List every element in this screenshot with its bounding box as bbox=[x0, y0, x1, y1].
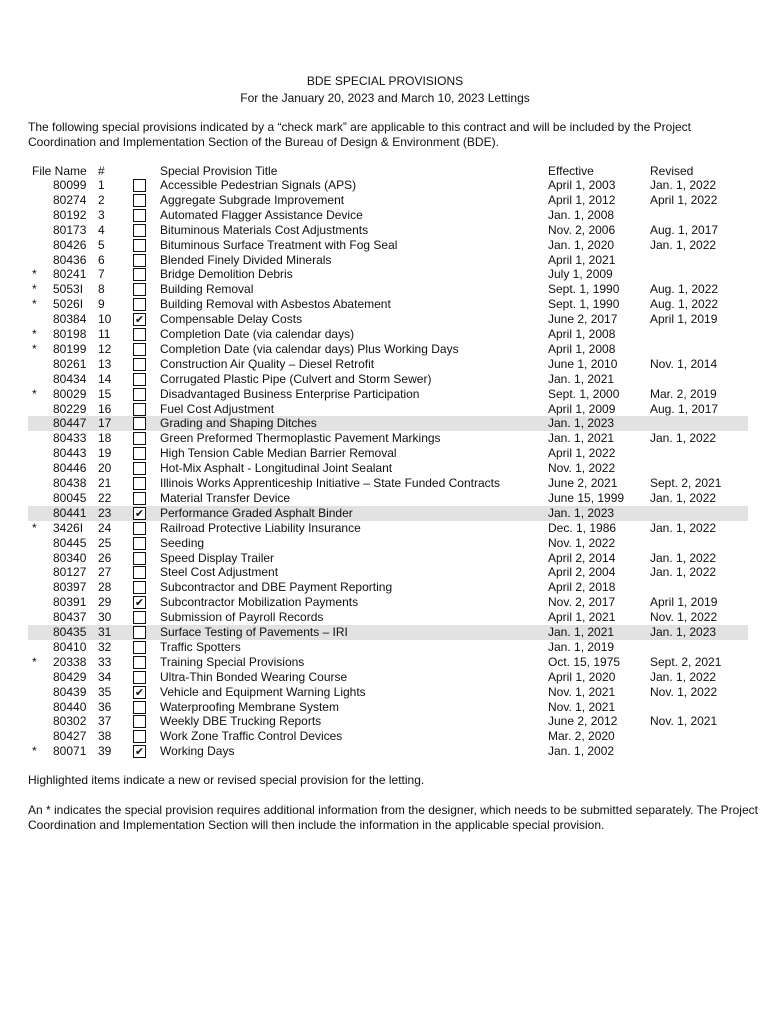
table-row bbox=[28, 208, 748, 223]
provision-title: Weekly DBE Trucking Reports bbox=[160, 714, 322, 729]
effective-date: Jan. 1, 2023 bbox=[548, 505, 615, 520]
row-number: 15 bbox=[98, 386, 112, 401]
provision-title: Accessible Pedestrian Signals (APS) bbox=[160, 178, 357, 192]
row-number: 8 bbox=[98, 282, 105, 297]
row-number: 21 bbox=[98, 476, 112, 490]
file-name: 80192 bbox=[53, 207, 87, 222]
table-row bbox=[28, 476, 748, 491]
table-row bbox=[28, 178, 748, 193]
provision-checkbox[interactable] bbox=[133, 254, 146, 267]
effective-date: Jan. 1, 2023 bbox=[548, 416, 615, 431]
provision-title: Training Special Provisions bbox=[160, 654, 305, 669]
effective-date: Jan. 1, 2020 bbox=[548, 237, 615, 252]
table-row bbox=[28, 670, 748, 685]
file-name: 80438 bbox=[53, 476, 87, 490]
header-title: Special Provision Title bbox=[160, 164, 278, 178]
row-number: 29 bbox=[98, 595, 112, 610]
provision-checkbox[interactable] bbox=[133, 403, 146, 416]
asterisk-marker: * bbox=[32, 654, 37, 669]
file-name: 80199 bbox=[53, 341, 87, 356]
provision-title: Submission of Payroll Records bbox=[160, 610, 324, 625]
table-row bbox=[28, 372, 748, 387]
provision-title: Railroad Protective Liability Insurance bbox=[160, 520, 361, 535]
effective-date: Jan. 1, 2021 bbox=[548, 371, 615, 386]
effective-date: Nov. 1, 2021 bbox=[548, 699, 616, 714]
row-number: 1 bbox=[98, 178, 105, 192]
revised-date: Aug. 1, 2017 bbox=[650, 222, 719, 237]
effective-date: Jan. 1, 2002 bbox=[548, 744, 615, 759]
provision-checkbox[interactable] bbox=[133, 671, 146, 684]
file-name: 5053I bbox=[53, 282, 84, 297]
row-number: 39 bbox=[98, 744, 112, 759]
row-number: 6 bbox=[98, 252, 105, 267]
provision-title: Fuel Cost Adjustment bbox=[160, 401, 275, 416]
provision-checkbox[interactable] bbox=[133, 581, 146, 594]
provision-title: Grading and Shaping Ditches bbox=[160, 416, 317, 431]
effective-date: April 1, 2022 bbox=[548, 446, 616, 461]
provision-title: Illinois Works Apprenticeship Initiative – State Funded Contracts bbox=[160, 476, 500, 490]
provision-checkbox[interactable] bbox=[133, 701, 146, 714]
provision-title: Performance Graded Asphalt Binder bbox=[160, 505, 353, 520]
row-number: 35 bbox=[98, 684, 112, 699]
header-file-name: File Name bbox=[32, 164, 87, 178]
provision-checkbox[interactable] bbox=[133, 552, 146, 565]
effective-date: April 2, 2018 bbox=[548, 580, 616, 595]
row-number: 27 bbox=[98, 565, 112, 580]
table-row bbox=[28, 327, 748, 342]
revised-date: Jan. 1, 2022 bbox=[650, 550, 717, 565]
provision-checkbox[interactable] bbox=[133, 313, 146, 326]
provision-checkbox[interactable] bbox=[133, 641, 146, 654]
provision-title: Building Removal with Asbestos Abatement bbox=[160, 297, 391, 312]
effective-date: Nov. 1, 2022 bbox=[548, 535, 616, 550]
file-name: 5026I bbox=[53, 297, 84, 312]
row-number: 19 bbox=[98, 446, 112, 461]
effective-date: June 1, 2010 bbox=[548, 356, 618, 371]
effective-date: Sept. 1, 1990 bbox=[548, 297, 620, 312]
effective-date: April 1, 2020 bbox=[548, 669, 616, 684]
row-number: 2 bbox=[98, 192, 105, 207]
row-number: 18 bbox=[98, 431, 112, 446]
provision-title: Waterproofing Membrane System bbox=[160, 699, 339, 714]
table-row bbox=[28, 580, 748, 595]
file-name: 80241 bbox=[53, 267, 87, 282]
table-row bbox=[28, 685, 748, 700]
checkmark-icon: ✔ bbox=[134, 596, 145, 610]
effective-date: April 1, 2008 bbox=[548, 341, 616, 356]
checkmark-icon: ✔ bbox=[134, 506, 145, 520]
table-row bbox=[28, 253, 748, 268]
provision-title: Hot-Mix Asphalt - Longitudinal Joint Sealant bbox=[160, 461, 393, 476]
row-number: 11 bbox=[98, 327, 111, 341]
row-number: 25 bbox=[98, 535, 112, 550]
provision-checkbox[interactable] bbox=[133, 507, 146, 520]
file-name: 80071 bbox=[53, 744, 87, 759]
table-row bbox=[28, 238, 748, 253]
row-number: 28 bbox=[98, 580, 112, 595]
table-row bbox=[28, 610, 748, 625]
revised-date: Jan. 1, 2023 bbox=[650, 625, 717, 639]
provision-checkbox[interactable] bbox=[133, 596, 146, 609]
row-number: 26 bbox=[98, 550, 112, 565]
effective-date: April 1, 2008 bbox=[548, 327, 616, 341]
file-name: 80397 bbox=[53, 580, 87, 595]
table-row bbox=[28, 446, 748, 461]
checkmark-icon: ✔ bbox=[134, 685, 145, 699]
provision-title: Speed Display Trailer bbox=[160, 550, 275, 565]
provision-checkbox[interactable] bbox=[133, 373, 146, 386]
provision-title: Material Transfer Device bbox=[160, 490, 291, 505]
revised-date: Nov. 1, 2014 bbox=[650, 356, 718, 371]
provision-checkbox[interactable] bbox=[133, 537, 146, 550]
provision-title: Traffic Spotters bbox=[160, 639, 241, 654]
table-row bbox=[28, 491, 748, 506]
file-name: 80099 bbox=[53, 178, 87, 192]
provision-checkbox[interactable] bbox=[133, 388, 146, 401]
table-row bbox=[28, 297, 748, 312]
file-name: 80433 bbox=[53, 431, 87, 446]
effective-date: Mar. 2, 2020 bbox=[548, 729, 615, 744]
revised-date: April 1, 2022 bbox=[650, 192, 718, 207]
header-number: # bbox=[98, 164, 105, 178]
provision-title: Bituminous Surface Treatment with Fog Seal bbox=[160, 237, 398, 252]
provision-title: Vehicle and Equipment Warning Lights bbox=[160, 684, 366, 699]
provision-title: Disadvantaged Business Enterprise Participation bbox=[160, 386, 420, 401]
revised-date: April 1, 2019 bbox=[650, 595, 718, 610]
table-row bbox=[28, 416, 748, 431]
provision-title: Completion Date (via calendar days) bbox=[160, 327, 355, 341]
file-name: 80440 bbox=[53, 699, 87, 714]
asterisk-marker: * bbox=[32, 744, 37, 759]
row-number: 37 bbox=[98, 714, 112, 729]
revised-date: Mar. 2, 2019 bbox=[650, 386, 717, 401]
table-row bbox=[28, 655, 748, 670]
effective-date: Jan. 1, 2008 bbox=[548, 207, 615, 222]
table-row bbox=[28, 625, 748, 640]
provision-title: High Tension Cable Median Barrier Removal bbox=[160, 446, 397, 461]
row-number: 30 bbox=[98, 610, 112, 625]
table-row bbox=[28, 431, 748, 446]
provision-checkbox[interactable] bbox=[133, 715, 146, 728]
table-row bbox=[28, 714, 748, 729]
checkmark-icon: ✔ bbox=[134, 745, 145, 759]
provision-title: Aggregate Subgrade Improvement bbox=[160, 192, 345, 207]
file-name: 80437 bbox=[53, 610, 87, 625]
file-name: 80447 bbox=[53, 416, 87, 431]
provision-title: Surface Testing of Pavements – IRI bbox=[160, 625, 348, 639]
file-name: 80173 bbox=[53, 222, 87, 237]
file-name: 80384 bbox=[53, 312, 87, 327]
checkmark-icon: ✔ bbox=[134, 313, 145, 327]
file-name: 80446 bbox=[53, 461, 87, 476]
effective-date: April 2, 2014 bbox=[548, 550, 616, 565]
provision-checkbox[interactable] bbox=[133, 224, 146, 237]
revised-date: Jan. 1, 2022 bbox=[650, 669, 717, 684]
row-number: 31 bbox=[98, 625, 112, 639]
provision-checkbox[interactable] bbox=[133, 358, 146, 371]
provision-title: Subcontractor and DBE Payment Reporting bbox=[160, 580, 393, 595]
table-row bbox=[28, 506, 748, 521]
file-name: 3426I bbox=[53, 520, 84, 535]
row-number: 14 bbox=[98, 371, 112, 386]
effective-date: June 2, 2021 bbox=[548, 476, 618, 490]
file-name: 80445 bbox=[53, 535, 87, 550]
file-name: 20338 bbox=[53, 654, 87, 669]
asterisk-note: An * indicates the special provision requires additional information from the designer, which needs to be submitted separately. The Project Coordination and Implementation Section will then include the information in the applicable special provision. bbox=[28, 803, 758, 832]
effective-date: Nov. 2, 2006 bbox=[548, 222, 616, 237]
revised-date: Nov. 1, 2021 bbox=[650, 714, 718, 729]
provision-checkbox[interactable] bbox=[133, 566, 146, 579]
table-row bbox=[28, 565, 748, 580]
asterisk-marker: * bbox=[32, 267, 37, 282]
provision-title: Building Removal bbox=[160, 282, 254, 297]
file-name: 80439 bbox=[53, 684, 87, 699]
table-row bbox=[28, 640, 748, 655]
row-number: 32 bbox=[98, 639, 112, 654]
provision-checkbox[interactable] bbox=[133, 179, 146, 192]
asterisk-marker: * bbox=[32, 282, 37, 297]
table-row bbox=[28, 595, 748, 610]
provision-checkbox[interactable] bbox=[133, 209, 146, 222]
document-title: BDE SPECIAL PROVISIONS bbox=[306, 74, 464, 88]
provision-checkbox[interactable] bbox=[133, 656, 146, 669]
table-row bbox=[28, 282, 748, 297]
asterisk-marker: * bbox=[32, 386, 37, 401]
file-name: 80302 bbox=[53, 714, 87, 729]
row-number: 20 bbox=[98, 461, 112, 476]
row-number: 10 bbox=[98, 312, 112, 327]
provision-title: Blended Finely Divided Minerals bbox=[160, 252, 332, 267]
provision-title: Construction Air Quality – Diesel Retrofit bbox=[160, 356, 375, 371]
row-number: 17 bbox=[98, 416, 112, 431]
provision-title: Work Zone Traffic Control Devices bbox=[160, 729, 343, 744]
effective-date: Oct. 15, 1975 bbox=[548, 654, 621, 669]
provision-checkbox[interactable] bbox=[133, 239, 146, 252]
table-row bbox=[28, 521, 748, 536]
revised-date: Jan. 1, 2022 bbox=[650, 520, 717, 535]
effective-date: April 1, 2012 bbox=[548, 192, 616, 207]
effective-date: April 1, 2009 bbox=[548, 401, 616, 416]
table-row bbox=[28, 700, 748, 715]
provision-checkbox[interactable] bbox=[133, 477, 146, 490]
effective-date: April 1, 2003 bbox=[548, 178, 616, 192]
highlight-note: Highlighted items indicate a new or revised special provision for the letting. bbox=[28, 773, 425, 787]
effective-date: June 2, 2017 bbox=[548, 312, 618, 327]
revised-date: Sept. 2, 2021 bbox=[650, 654, 722, 669]
table-row bbox=[28, 342, 748, 357]
effective-date: July 1, 2009 bbox=[548, 267, 613, 282]
table-row bbox=[28, 193, 748, 208]
file-name: 80127 bbox=[53, 565, 87, 580]
table-row bbox=[28, 357, 748, 372]
file-name: 80443 bbox=[53, 446, 87, 461]
table-row bbox=[28, 387, 748, 402]
file-name: 80198 bbox=[53, 327, 87, 341]
provision-checkbox[interactable] bbox=[133, 283, 146, 296]
effective-date: April 2, 2004 bbox=[548, 565, 616, 580]
revised-date: Sept. 2, 2021 bbox=[650, 476, 722, 490]
provision-title: Working Days bbox=[160, 744, 235, 759]
effective-date: Dec. 1, 1986 bbox=[548, 520, 617, 535]
row-number: 33 bbox=[98, 654, 112, 669]
row-number: 23 bbox=[98, 505, 112, 520]
asterisk-marker: * bbox=[32, 520, 37, 535]
table-row bbox=[28, 312, 748, 327]
row-number: 9 bbox=[98, 297, 105, 312]
file-name: 80340 bbox=[53, 550, 87, 565]
revised-date: Aug. 1, 2022 bbox=[650, 282, 719, 297]
row-number: 12 bbox=[98, 341, 112, 356]
revised-date: Jan. 1, 2022 bbox=[650, 178, 717, 192]
provision-title: Bituminous Materials Cost Adjustments bbox=[160, 222, 369, 237]
provision-checkbox[interactable] bbox=[133, 268, 146, 281]
file-name: 80274 bbox=[53, 192, 87, 207]
effective-date: Nov. 1, 2021 bbox=[548, 684, 616, 699]
effective-date: Nov. 1, 2022 bbox=[548, 461, 616, 476]
revised-date: Jan. 1, 2022 bbox=[650, 490, 717, 505]
revised-date: Aug. 1, 2017 bbox=[650, 401, 719, 416]
provision-title: Seeding bbox=[160, 535, 205, 550]
file-name: 80261 bbox=[53, 356, 87, 371]
provision-title: Ultra-Thin Bonded Wearing Course bbox=[160, 669, 348, 684]
provision-title: Subcontractor Mobilization Payments bbox=[160, 595, 359, 610]
file-name: 80441 bbox=[53, 505, 87, 520]
provision-checkbox[interactable] bbox=[133, 432, 146, 445]
provision-checkbox[interactable] bbox=[133, 447, 146, 460]
revised-date: Jan. 1, 2022 bbox=[650, 565, 717, 580]
provision-checkbox[interactable] bbox=[133, 686, 146, 699]
revised-date: April 1, 2019 bbox=[650, 312, 718, 327]
effective-date: April 1, 2021 bbox=[548, 252, 616, 267]
table-row bbox=[28, 729, 748, 744]
file-name: 80229 bbox=[53, 401, 87, 416]
file-name: 80429 bbox=[53, 669, 87, 684]
file-name: 80045 bbox=[53, 490, 87, 505]
effective-date: June 15, 1999 bbox=[548, 490, 625, 505]
provision-checkbox[interactable] bbox=[133, 626, 146, 639]
provision-title: Completion Date (via calendar days) Plus Working Days bbox=[160, 341, 459, 356]
provision-checkbox[interactable] bbox=[133, 730, 146, 743]
provision-checkbox[interactable] bbox=[133, 462, 146, 475]
provision-checkbox[interactable] bbox=[133, 522, 146, 535]
revised-date: Nov. 1, 2022 bbox=[650, 684, 718, 699]
provision-title: Automated Flagger Assistance Device bbox=[160, 207, 363, 222]
row-number: 4 bbox=[98, 222, 105, 237]
row-number: 22 bbox=[98, 490, 112, 505]
effective-date: Sept. 1, 2000 bbox=[548, 386, 620, 401]
file-name: 80410 bbox=[53, 639, 87, 654]
provision-title: Compensable Delay Costs bbox=[160, 312, 303, 327]
table-row bbox=[28, 551, 748, 566]
row-number: 34 bbox=[98, 669, 112, 684]
asterisk-marker: * bbox=[32, 341, 37, 356]
effective-date: Nov. 2, 2017 bbox=[548, 595, 616, 610]
effective-date: Jan. 1, 2019 bbox=[548, 639, 615, 654]
revised-date: Nov. 1, 2022 bbox=[650, 610, 718, 625]
table-row bbox=[28, 402, 748, 417]
provision-title: Steel Cost Adjustment bbox=[160, 565, 279, 580]
document-subtitle: For the January 20, 2023 and March 10, 2023 Lettings bbox=[240, 91, 530, 105]
table-row bbox=[28, 536, 748, 551]
effective-date: Jan. 1, 2021 bbox=[548, 625, 615, 639]
asterisk-marker: * bbox=[32, 297, 37, 312]
row-number: 3 bbox=[98, 207, 105, 222]
provision-checkbox[interactable] bbox=[133, 417, 146, 430]
provision-checkbox[interactable] bbox=[133, 745, 146, 758]
row-number: 38 bbox=[98, 729, 112, 744]
file-name: 80426 bbox=[53, 237, 87, 252]
row-number: 5 bbox=[98, 237, 105, 252]
provision-title: Bridge Demolition Debris bbox=[160, 267, 293, 282]
effective-date: April 1, 2021 bbox=[548, 610, 616, 625]
header-revised: Revised bbox=[650, 164, 694, 178]
row-number: 36 bbox=[98, 699, 112, 714]
intro-paragraph: The following special provisions indicated by a “check mark” are applicable to this contract and will be included by the Project Coordination and Implementation Section of the Bureau of Design & Environment (BDE). bbox=[28, 120, 692, 149]
table-row bbox=[28, 744, 748, 759]
file-name: 80029 bbox=[53, 386, 87, 401]
table-row bbox=[28, 461, 748, 476]
provision-checkbox[interactable] bbox=[133, 194, 146, 207]
row-number: 16 bbox=[98, 401, 112, 416]
file-name: 80434 bbox=[53, 371, 87, 386]
effective-date: Sept. 1, 1990 bbox=[548, 282, 620, 297]
file-name: 80436 bbox=[53, 252, 87, 267]
provision-checkbox[interactable] bbox=[133, 298, 146, 311]
provision-checkbox[interactable] bbox=[133, 611, 146, 624]
provision-title: Corrugated Plastic Pipe (Culvert and Storm Sewer) bbox=[160, 371, 432, 386]
row-number: 24 bbox=[98, 520, 112, 535]
provision-checkbox[interactable] bbox=[133, 492, 146, 505]
header-effective: Effective bbox=[548, 164, 594, 178]
table-row bbox=[28, 267, 748, 282]
row-number: 13 bbox=[98, 356, 112, 371]
file-name: 80391 bbox=[53, 595, 87, 610]
file-name: 80427 bbox=[53, 729, 87, 744]
revised-date: Jan. 1, 2022 bbox=[650, 237, 717, 252]
revised-date: Jan. 1, 2022 bbox=[650, 431, 717, 446]
row-number: 7 bbox=[98, 267, 105, 282]
provision-checkbox[interactable] bbox=[133, 343, 146, 356]
effective-date: Jan. 1, 2021 bbox=[548, 431, 615, 446]
revised-date: Aug. 1, 2022 bbox=[650, 297, 719, 312]
provision-checkbox[interactable] bbox=[133, 328, 146, 341]
file-name: 80435 bbox=[53, 625, 87, 639]
provision-title: Green Preformed Thermoplastic Pavement Markings bbox=[160, 431, 441, 446]
asterisk-marker: * bbox=[32, 327, 37, 341]
effective-date: June 2, 2012 bbox=[548, 714, 618, 729]
table-row bbox=[28, 223, 748, 238]
